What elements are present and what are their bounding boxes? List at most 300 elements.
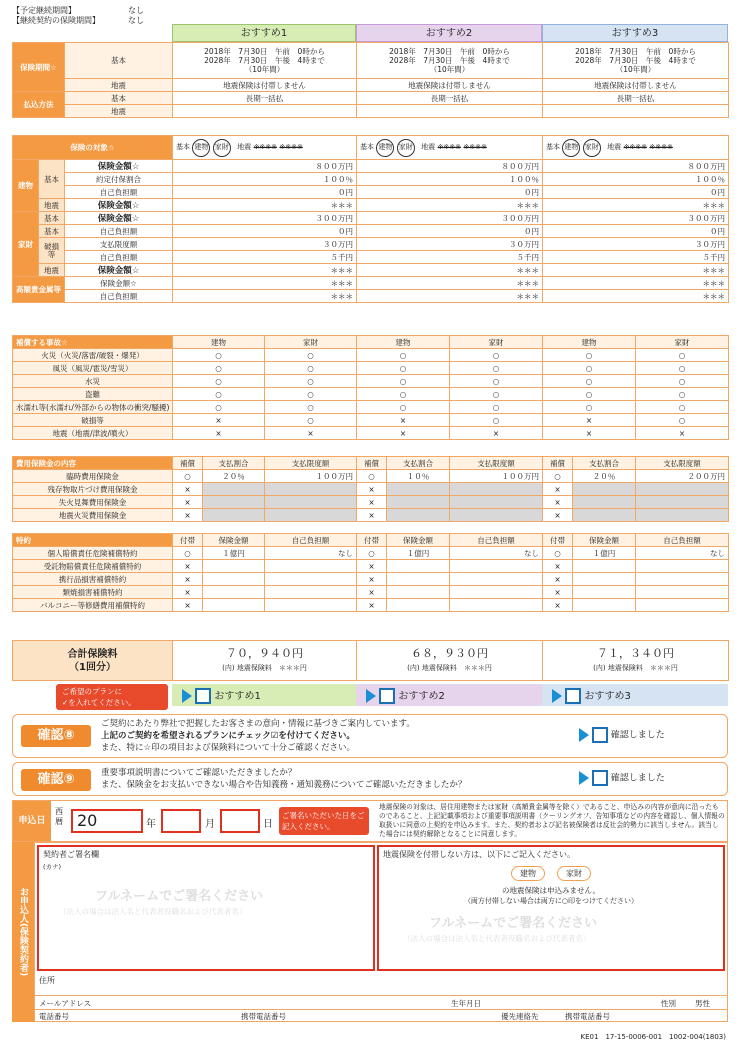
apply-info: 地震保険の対象は、居住用建物または家財（高額貴金属等を除く）であること、申込みの内容が意向に沿ったものであること、上記記載事項および重要事項説明書（クーリングオフ、告知事項などの内容を確認し、個人情報の取扱いに同意の上契約を申込みます。また、契約者および記名被保険者は反社会的勢力に該当しません。該当した場合には契約解除となることに同意します。 (379, 803, 725, 838)
acc-mark: ○ (357, 388, 450, 401)
acc-row-label: 破損等 (13, 414, 173, 427)
plan3-pay: 長期一括払 (543, 92, 729, 105)
no-quake-title: 地震保険を付帯しない方は、以下にご記入ください。 (383, 850, 575, 859)
plan3-b2: ０円 (543, 186, 729, 199)
rider-limit (636, 560, 729, 573)
acc-mark: ○ (543, 362, 636, 375)
acc-mark: ○ (450, 362, 543, 375)
acc-mark: ○ (173, 388, 265, 401)
cost-limit (450, 483, 543, 496)
acc-mark: ○ (357, 375, 450, 388)
rider-mark: × (357, 560, 387, 573)
cost-value (387, 496, 450, 509)
plan2-b0: ８００万円 (357, 160, 543, 173)
rider-mark: × (357, 573, 387, 586)
acc-mark: × (173, 427, 265, 440)
arrow-right-icon (366, 689, 376, 703)
plan2-b1: １００％ (357, 173, 543, 186)
arrow-right-icon (579, 771, 589, 785)
rider-mark: × (173, 599, 203, 612)
row-label-c3: 自己負担額 (65, 251, 173, 264)
cost-h3: 支払限度額 (450, 457, 543, 470)
rider-mark: ○ (357, 547, 387, 560)
year-input[interactable]: 20 (71, 809, 143, 833)
cost-row-label: 残存物取片づけ費用保険金 (13, 483, 173, 496)
plan3-v0: ＊＊＊ (543, 277, 729, 290)
total-table (12, 640, 729, 681)
signature-hint: フルネームでご署名ください (95, 889, 264, 904)
period-line2: 2028年 7月30日 午後 4時まで (575, 56, 696, 65)
cost-mark: × (543, 496, 573, 509)
quake-premium-label: (内) 地震保険料 (407, 663, 457, 672)
plan1-period (173, 43, 357, 79)
rider-limit (265, 599, 357, 612)
cost-mark: ○ (543, 470, 573, 483)
target-quake-struck: ※※※※ (279, 142, 303, 151)
rider-limit: なし (450, 547, 543, 560)
target-quake-struck: ※※※※ (649, 142, 673, 151)
cost-value: ２０％ (573, 470, 636, 483)
rider-h3: 自己負担額 (265, 534, 357, 547)
acc-row-label: 地震（地震/津波/噴火） (13, 427, 173, 440)
amounts-table (12, 159, 729, 303)
cost-limit (450, 509, 543, 522)
rider-value (387, 586, 450, 599)
quake-premium-value: ＊＊＊円 (463, 663, 492, 672)
era-label: 西暦 (55, 807, 63, 826)
plan1-checkbox[interactable] (195, 688, 211, 704)
plan1-pay-quake (173, 105, 357, 118)
acc-row-label: 風災（風災/雹災/雪災） (13, 362, 173, 375)
cost-h3: 支払限度額 (265, 457, 357, 470)
acc-mark: ○ (636, 401, 729, 414)
rider-h2: 保険金額 (387, 534, 450, 547)
plan1-b1: １００％ (173, 173, 357, 186)
confirm8-checkbox[interactable] (592, 727, 608, 743)
rider-mark: × (357, 599, 387, 612)
plan2-pay-quake (357, 105, 543, 118)
cost-limit (450, 496, 543, 509)
priority-contact-label: 優先連絡先 (501, 1012, 539, 1021)
plan2-c1: ０円 (357, 225, 543, 238)
cost-limit (636, 483, 729, 496)
plan3-b0: ８００万円 (543, 160, 729, 173)
rider-row-label: 受託物賠償責任危険補償特約 (13, 560, 173, 573)
confirm9-panel (12, 762, 728, 796)
quake-premium-value: ＊＊＊円 (649, 663, 678, 672)
acc-mark: ○ (265, 375, 357, 388)
apply-note: ご署名いただいた日をご記入ください。 (279, 807, 369, 835)
plan1-total-value: ７０，９４０円 (226, 646, 303, 660)
target-contents: 家財 (213, 139, 231, 157)
target-quake-struck: ※※※※ (623, 142, 648, 151)
apply-row (12, 800, 728, 842)
acc-contents-header: 家財 (450, 336, 543, 349)
rider-h1: 付帯 (173, 534, 203, 547)
acc-mark: ○ (265, 349, 357, 362)
acc-mark: × (357, 414, 450, 427)
plan1-pay: 長期一括払 (173, 92, 357, 105)
kana-label: (カナ) (43, 863, 62, 871)
cost-h2: 支払割合 (573, 457, 636, 470)
month-input[interactable] (161, 809, 201, 833)
period-label: 保険期間☆ (13, 43, 65, 92)
acc-mark: ○ (173, 349, 265, 362)
plan1-c3: ５千円 (173, 251, 357, 264)
rider-row-label: 個人賠償責任危険補償特約 (13, 547, 173, 560)
plan2-c2: ３０万円 (357, 238, 543, 251)
plan2-period (357, 43, 543, 79)
acc-mark: ○ (265, 401, 357, 414)
acc-mark: ○ (636, 375, 729, 388)
cost-value (387, 509, 450, 522)
cost-mark: × (173, 509, 203, 522)
no-quake-text: の地震保険は申込みません。 (502, 886, 600, 895)
rider-limit (450, 573, 543, 586)
rider-value (387, 573, 450, 586)
renewal-period-value: なし (128, 16, 144, 25)
rider-value (573, 560, 636, 573)
cost-h1: 補償 (173, 457, 203, 470)
mobile-label: 携帯電話番号 (241, 1012, 286, 1021)
cost-limit (636, 496, 729, 509)
row-label-v0: 保険金額☆ (65, 277, 173, 290)
acc-mark: ○ (357, 362, 450, 375)
no-quake-options (379, 868, 723, 879)
rider-limit (636, 599, 729, 612)
plan3-pay-quake (543, 105, 729, 118)
row-label-cq: 保険金額☆ (65, 264, 173, 277)
rider-value (573, 573, 636, 586)
cost-h1: 補償 (357, 457, 387, 470)
quake-premium-label: (内) 地震保険料 (593, 663, 643, 672)
contents-quake-label: 地震 (39, 264, 65, 277)
row-label-b2: 自己負担額 (65, 186, 173, 199)
contents-label: 家財 (13, 212, 39, 277)
no-quake-signature-hint-sub: （法人の場合は法人名と代表者役職名および代表者名） (403, 934, 591, 943)
plan1-b2: ０円 (173, 186, 357, 199)
rider-mark: ○ (543, 547, 573, 560)
plan2-v1: ＊＊＊ (357, 290, 543, 303)
cost-mark: × (357, 496, 387, 509)
rider-limit (636, 573, 729, 586)
plan1-period-quake: 地震保険は付帯しません (173, 79, 357, 92)
rider-value (203, 573, 265, 586)
confirm8-text (101, 718, 415, 754)
renewal-period-label: 【継続契約の保険期間】 (12, 16, 100, 25)
acc-mark: ○ (173, 362, 265, 375)
period-line1: 2018年 7月30日 午前 0時から (204, 47, 325, 56)
divider-line (35, 1009, 727, 1010)
signature-hint-sub: （法人の場合は法人名と代表者役職名および代表者名） (59, 907, 247, 916)
cost-row-label: 地震火災費用保険金 (13, 509, 173, 522)
plan1-target (173, 136, 357, 160)
pay-label: 払込方法 (13, 92, 65, 118)
plan2-pay: 長期一括払 (357, 92, 543, 105)
top-info (12, 6, 100, 26)
rider-table (12, 533, 729, 612)
rider-h2: 保険金額 (203, 534, 265, 547)
confirm8-done-label: 確認しました (610, 730, 665, 741)
divider-line (35, 995, 727, 996)
target-quake-struck: ※※※※ (253, 142, 278, 151)
acc-row-label: 盗難 (13, 388, 173, 401)
choose-plan3[interactable] (542, 684, 728, 706)
building-quake-label: 地震 (39, 199, 65, 212)
no-quake-note: （両方付帯しない場合は両方に○印をつけてください） (463, 897, 639, 905)
plan1-v0: ＊＊＊ (173, 277, 357, 290)
row-label-c1: 自己負担額 (65, 225, 173, 238)
acc-mark: ○ (450, 388, 543, 401)
cost-value (203, 509, 265, 522)
acc-mark: × (450, 427, 543, 440)
sex-value: 男性 (695, 999, 710, 1008)
acc-row-label: 火災（火災/落雷/破裂・爆発） (13, 349, 173, 362)
period-quake-label: 地震 (65, 79, 173, 92)
acc-mark: × (357, 427, 450, 440)
contents-basic-label2: 基本 (39, 225, 65, 238)
rider-mark: × (357, 586, 387, 599)
plan1-c0: ３００万円 (173, 212, 357, 225)
cost-mark: ○ (173, 470, 203, 483)
target-building: 建物 (562, 139, 580, 157)
total-l1: 合計保険料 (67, 648, 118, 660)
valuables-label: 高額貴金属等 (13, 277, 65, 303)
plan2-v0: ＊＊＊ (357, 277, 543, 290)
plan3-c0: ３００万円 (543, 212, 729, 225)
signature-title: 契約者ご署名欄 (43, 850, 99, 859)
choose-plan2-label: おすすめ2 (398, 691, 445, 702)
confirm8-line2: 上記のご契約を希望されるプランにチェック☑を付けてください。 (101, 731, 355, 741)
acc-row-label: 水災 (13, 375, 173, 388)
plan2-bq: ＊＊＊ (357, 199, 543, 212)
mobile2-label: 携帯電話番号 (565, 1012, 610, 1021)
acc-mark: ○ (450, 414, 543, 427)
contents-basic-label: 基本 (39, 212, 65, 225)
plan2-cq: ＊＊＊ (357, 264, 543, 277)
cost-limit (265, 483, 357, 496)
acc-building-header: 建物 (543, 336, 636, 349)
applicant-side-label: お申込人(保険契約者) (12, 842, 34, 1022)
period-table (12, 42, 729, 118)
total-label (13, 641, 173, 681)
cost-value (203, 496, 265, 509)
rider-mark: × (543, 560, 573, 573)
rider-row-label: 携行品損害補償特約 (13, 573, 173, 586)
cost-row-label: 臨時費用保険金 (13, 470, 173, 483)
rider-h3: 自己負担額 (636, 534, 729, 547)
acc-mark: ○ (265, 414, 357, 427)
plan1-c2: ３０万円 (173, 238, 357, 251)
top-values (128, 6, 144, 26)
rider-limit (265, 586, 357, 599)
acc-mark: ○ (450, 375, 543, 388)
row-label-c2: 支払限度額 (65, 238, 173, 251)
plan1-cq: ＊＊＊ (173, 264, 357, 277)
rider-mark: × (543, 599, 573, 612)
rider-row-label: 類焼損害補償特約 (13, 586, 173, 599)
total-l2: （1回分） (69, 661, 116, 673)
choose-plan1-label: おすすめ1 (214, 691, 261, 702)
acc-row-label: 水濡れ等(水濡れ/外部からの物体の衝突/騒擾) (13, 401, 173, 414)
rider-row-label: バルコニー等修繕費用補償特約 (13, 599, 173, 612)
acc-mark: ○ (173, 375, 265, 388)
rider-value (387, 560, 450, 573)
plan3-c1: ０円 (543, 225, 729, 238)
rider-h3: 自己負担額 (450, 534, 543, 547)
address-label: 住所 (39, 976, 55, 985)
acc-mark: ○ (357, 349, 450, 362)
confirm9-line1: 重要事項説明書についてご確認いただきましたか？ (101, 768, 297, 778)
target-quake-label: 地震 (607, 142, 622, 151)
acc-mark: × (543, 414, 636, 427)
row-label-v1: 自己負担額 (65, 290, 173, 303)
target-building: 建物 (376, 139, 394, 157)
quake-premium-value: ＊＊＊円 (278, 663, 307, 672)
rider-value (573, 586, 636, 599)
plan2-total (357, 641, 543, 681)
choose-note: ご希望のプランに ✓を入れてください。 (56, 684, 168, 710)
acc-mark: ○ (265, 362, 357, 375)
apply-date-label: 申込日 (13, 801, 51, 841)
day-unit: 日 (263, 819, 273, 830)
building-basic-label: 基本 (39, 160, 65, 199)
choose-plan1[interactable] (172, 684, 356, 706)
plan3-checkbox[interactable] (565, 688, 581, 704)
cost-mark: × (357, 483, 387, 496)
cost-limit (265, 509, 357, 522)
period-line1: 2018年 7月30日 午前 0時から (575, 47, 696, 56)
plan2-c3: ５千円 (357, 251, 543, 264)
no-quake-contents[interactable]: 家財 (557, 866, 591, 881)
rider-value (203, 586, 265, 599)
rider-limit (265, 560, 357, 573)
rider-value (387, 599, 450, 612)
confirm9-checkbox[interactable] (592, 770, 608, 786)
period-line3: （10年間） (429, 65, 470, 74)
no-quake-building[interactable]: 建物 (511, 866, 545, 881)
cost-h2: 支払割合 (203, 457, 265, 470)
plan3-period-quake: 地震保険は付帯しません (543, 79, 729, 92)
acc-mark: × (636, 427, 729, 440)
rider-title: 特約 (13, 534, 173, 547)
acc-contents-header: 家財 (636, 336, 729, 349)
period-line1: 2018年 7月30日 午前 0時から (389, 47, 510, 56)
confirm8-check[interactable] (579, 727, 665, 743)
plan1-b0: ８００万円 (173, 160, 357, 173)
acc-mark: ○ (636, 388, 729, 401)
rider-limit (265, 573, 357, 586)
signature-box[interactable] (37, 845, 375, 971)
cost-h3: 支払限度額 (636, 457, 729, 470)
cost-limit: １００万円 (450, 470, 543, 483)
arrow-right-icon (579, 728, 589, 742)
rider-limit (636, 586, 729, 599)
target-contents: 家財 (397, 139, 415, 157)
plan3-bq: ＊＊＊ (543, 199, 729, 212)
confirm9-done-label: 確認しました (610, 773, 665, 784)
email-label: メールアドレス (39, 999, 92, 1008)
rider-limit: なし (636, 547, 729, 560)
period-line3: （10年間） (615, 65, 656, 74)
cost-value (387, 483, 450, 496)
cost-value (573, 483, 636, 496)
target-label: 保険の対象☆ (13, 136, 173, 160)
confirm8-badge: 確認⑧ (21, 725, 91, 747)
row-label-bq: 保険金額☆ (65, 199, 173, 212)
cost-value: １０％ (387, 470, 450, 483)
rider-limit (450, 586, 543, 599)
planned-period-value: なし (128, 6, 144, 15)
row-label-b0: 保険金額☆ (65, 160, 173, 173)
confirm9-line2: また、保険金をお支払いできない場合や告知義務・通知義務についてご確認いただきましたか？ (101, 780, 467, 790)
sex-label: 性別 (661, 999, 676, 1008)
cost-row-label: 失火見舞費用保険金 (13, 496, 173, 509)
period-basic-label: 基本 (65, 43, 173, 79)
day-input[interactable] (220, 809, 260, 833)
rider-h1: 付帯 (543, 534, 573, 547)
acc-mark: ○ (450, 349, 543, 362)
cost-mark: × (173, 496, 203, 509)
period-line2: 2028年 7月30日 午後 4時まで (204, 56, 325, 65)
confirm9-badge: 確認⑨ (21, 769, 91, 791)
plan3-total (543, 641, 729, 681)
acc-mark: ○ (450, 401, 543, 414)
no-quake-box (377, 845, 725, 971)
plan3-v1: ＊＊＊ (543, 290, 729, 303)
year-unit: 年 (146, 819, 156, 830)
plan2-checkbox[interactable] (379, 688, 395, 704)
acc-mark: ○ (543, 401, 636, 414)
plan3-target (543, 136, 729, 160)
rider-h2: 保険金額 (573, 534, 636, 547)
acc-mark: ○ (265, 388, 357, 401)
acc-contents-header: 家財 (265, 336, 357, 349)
cost-limit (636, 509, 729, 522)
rider-value: １億円 (387, 547, 450, 560)
rider-value (203, 599, 265, 612)
cost-limit: ２００万円 (636, 470, 729, 483)
period-line2: 2028年 7月30日 午後 4時まで (389, 56, 510, 65)
cost-mark: × (543, 483, 573, 496)
acc-mark: ○ (543, 375, 636, 388)
confirm9-check[interactable] (579, 770, 665, 786)
birth-label: 生年月日 (451, 999, 481, 1008)
plan3-total-value: ７１，３４０円 (597, 646, 674, 660)
acc-mark: ○ (543, 388, 636, 401)
acc-mark: × (543, 427, 636, 440)
rider-limit (450, 599, 543, 612)
contents-damage-label: 破損等 (39, 238, 65, 264)
arrow-right-icon (182, 689, 192, 703)
rider-value (573, 599, 636, 612)
target-quake-struck: ※※※※ (463, 142, 487, 151)
choose-plan2[interactable] (356, 684, 542, 706)
target-basic-label: 基本 (360, 142, 374, 151)
cost-value (203, 483, 265, 496)
confirm8-line3: また、特に☆印の項目および保険料について十分ご確認ください。 (101, 743, 355, 753)
rider-value: １億円 (573, 547, 636, 560)
cost-value (573, 496, 636, 509)
rider-mark: × (173, 560, 203, 573)
rider-value (203, 560, 265, 573)
cost-mark: × (173, 483, 203, 496)
cost-h1: 補償 (543, 457, 573, 470)
rider-limit (450, 560, 543, 573)
acc-mark: ○ (636, 362, 729, 375)
plan3-period (543, 43, 729, 79)
cost-table (12, 456, 729, 522)
